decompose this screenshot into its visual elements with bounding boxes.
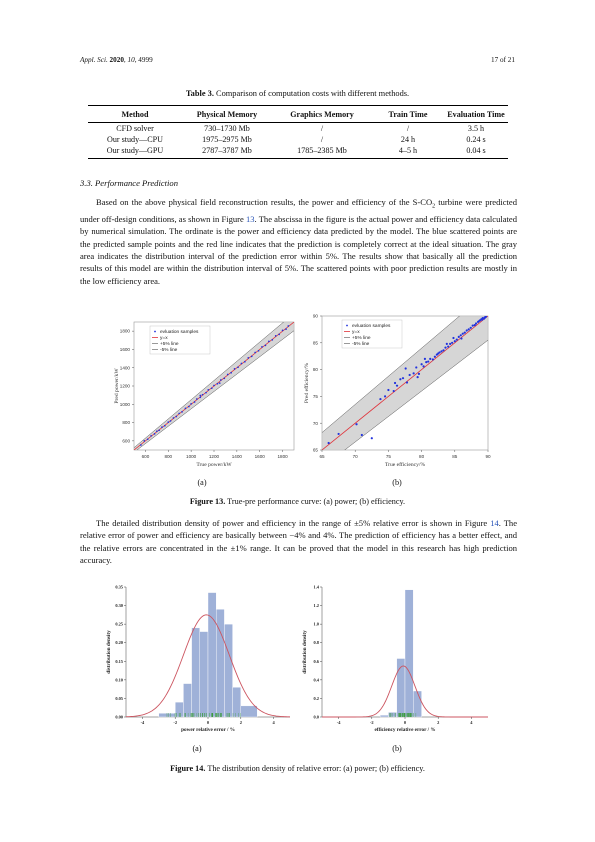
data-point [175,416,177,418]
data-point [237,366,239,368]
data-point [462,333,464,335]
data-point [422,365,424,367]
x-axis-label: efficiency relative error / % [374,727,436,733]
x-tick-label: 85 [452,454,458,459]
y-tick-label: 1000 [119,401,130,407]
x-tick-label: 75 [385,454,391,459]
subfigure-label-a: (a) [197,478,207,487]
data-point [393,390,395,392]
y-tick-label: 0.2 [313,695,319,701]
data-point [427,360,429,362]
y-tick-label: 600 [122,438,130,444]
data-point [167,421,169,423]
data-point [287,325,289,327]
figure-13b-efficiency-scatter [300,310,496,470]
data-point [396,385,398,387]
y-tick-label: 0.25 [115,621,123,627]
legend-point-marker [154,331,156,333]
histogram-bar [183,684,191,717]
x-tick-label: -2 [369,720,374,725]
figure-13a-power-scatter [112,310,298,470]
legend-label: y=x [352,330,360,335]
data-point [446,343,448,345]
y-tick-label: 0.0 [313,714,319,720]
subfigure-label-b: (b) [392,744,402,753]
y-tick-label: 1200 [119,383,130,389]
y-tick-label: 0.10 [115,677,123,683]
histogram-bar [413,691,421,717]
data-point [379,398,381,400]
data-point [181,411,183,413]
x-tick-label: 4 [272,720,275,725]
data-point [261,346,263,348]
data-point [481,319,483,321]
y-tick-label: 80 [312,367,318,373]
legend-label: -5% line [352,342,370,347]
legend-label: y=x [160,336,168,341]
y-tick-label: 1800 [119,328,130,334]
x-tick-label: 1200 [208,454,220,459]
histogram-bar [224,624,232,717]
table-cell: 0.04 s [444,145,508,158]
y-tick-label: 0.30 [115,603,123,609]
data-point [147,438,149,440]
figure-14-caption: Figure 14. The distribution density of relative error: (a) power; (b) efficiency. [170,764,425,773]
data-point [234,368,236,370]
data-point [371,437,373,439]
data-point [278,333,280,335]
data-point [219,382,221,384]
y-axis-label: Pred efficiency/% [304,362,310,404]
data-point [425,361,427,363]
data-point [223,377,225,379]
data-point [460,337,462,339]
data-point [466,329,468,331]
table-row [88,123,508,135]
y-tick-label: 1.4 [313,584,319,590]
data-point [413,372,415,374]
x-axis-label: power relative error / % [181,727,235,733]
data-point [470,327,472,329]
data-point [452,337,454,339]
data-point [449,343,451,345]
figure-14b-efficiency-error-density [300,581,492,733]
data-point [217,383,219,385]
histogram-bar [241,706,257,717]
y-tick-label: 0.35 [115,584,123,590]
data-point [355,423,357,425]
x-tick-label: -2 [173,720,178,725]
x-tick-label: 4 [470,720,473,725]
figure-13-caption: Figure 13. True-pre performance curve: (a) power; (b) efficiency. [189,497,406,506]
y-tick-label: 0.4 [313,677,319,683]
data-point [185,408,187,410]
figure-14-link[interactable]: 14 [490,518,499,528]
x-tick-label: 0 [403,720,407,725]
figure-13-link[interactable]: 13 [245,214,255,225]
data-point [468,328,470,330]
table-cell: / [406,123,410,133]
data-point [285,328,287,330]
data-point [478,320,480,322]
data-point [442,349,444,351]
data-point [199,395,201,397]
data-point [472,325,474,327]
x-tick-label: 1600 [254,454,265,459]
body-paragraph-1: Based on the above physical field reconstruction results, the power and efficiency of the $S-CO_2$ turbine were predicted under off-design conditions, as shown in Figure 13. The abscissa in the figure is the actual power and efficiency data calculated by numerical simulation. The ordinate is the power and efficiency data predicted by the model. The blue scattered points are the predicted sample points and the red line indicates that the prediction is completely correct at the ideal situation. The gray area indicates the distribution interval of the prediction error within 5%. The results show that basically all the prediction results of this model are within the distribution interval of 5%. The scattered points with poor prediction results are mostly in the low efficiency area. [80,197,517,286]
data-point [265,345,267,347]
x-axis-label: True efficiency/% [384,462,426,468]
data-point [143,440,145,442]
data-point [202,394,204,396]
data-point [484,317,486,319]
y-tick-label: 0.8 [313,640,319,646]
x-tick-label: 800 [164,454,173,459]
data-point [275,335,277,337]
data-point [207,389,209,391]
data-point [418,373,420,375]
y-tick-label: 65 [312,447,318,453]
data-point [384,395,386,397]
running-header-citation: Appl. Sci. 2020, 10, 4999 [80,56,153,64]
data-point [205,392,207,394]
data-point [268,341,270,343]
data-point [190,403,192,405]
x-tick-label: 65 [319,454,325,459]
x-tick-label: 0 [206,720,210,725]
table-header-evaluation-time: Evaluation Time [444,106,508,123]
table-cell: CFD solver [116,123,154,133]
table-cell: 0.24 s [466,134,486,144]
table-header-method: Method [88,106,182,123]
data-point [464,332,466,334]
data-point [140,444,142,446]
x-axis-label: True power/kW [196,462,232,468]
comparison-table [88,105,508,159]
data-point [196,398,198,400]
data-point [432,358,434,360]
y-tick-label: 70 [312,420,318,426]
x-tick-label: 1800 [277,454,288,459]
data-point [458,336,460,338]
data-point [213,385,215,387]
data-point [164,425,166,427]
table-cell: Our study—GPU [88,145,182,158]
table-cell: 4–5 h [372,145,444,158]
data-point [271,339,273,341]
data-point [170,420,172,422]
data-point [405,367,407,369]
data-point [220,379,222,381]
data-point [417,376,419,378]
data-point [434,356,436,358]
body-paragraph-2: The detailed distribution density of power and efficiency in the range of ±5% relative error is shown in Figure 14. The relative error of power and efficiency are basically between −4% and 4%. The prediction of efficiency has a better effect, and the relative errors are concentrated in the ±1% range. It can be proved that the model in this research has high prediction accuracy. [80,518,517,566]
y-tick-label: 1.2 [313,603,319,609]
data-point [161,426,163,428]
x-tick-label: 2 [437,720,440,725]
y-tick-label: 0.00 [115,714,123,720]
legend-label: evluation samples [160,330,199,335]
histogram-bar [200,632,208,717]
table-cell: Our study—CPU [107,134,163,144]
y-tick-label: 0.15 [115,658,123,664]
page-number: 17 of 21 [491,56,515,64]
data-point [150,435,152,437]
table-header-train-time: Train Time [372,106,444,123]
data-point [456,338,458,340]
y-tick-label: 800 [122,420,130,426]
data-point [258,350,260,352]
x-tick-label: 600 [141,454,150,459]
data-point [199,396,201,398]
data-point [402,377,404,379]
data-point [328,442,330,444]
section-heading: 3.3. Performance Prediction [80,178,179,188]
legend-label: +5% line [352,336,371,341]
y-tick-label: 1400 [119,365,130,371]
table-row [88,134,508,145]
data-point [444,347,446,349]
table-cell: 730–1730 Mb [204,123,250,133]
data-point [451,342,453,344]
legend-label: -5% line [160,348,178,353]
data-point [409,374,411,376]
data-point [387,389,389,391]
y-axis-label: distribution density [106,630,112,674]
x-tick-label: 1000 [186,454,197,459]
data-point [254,352,256,354]
histogram-bar [380,715,388,717]
data-point [158,429,160,431]
subfigure-label-b: (b) [392,478,402,487]
x-tick-label: 70 [352,454,358,459]
data-point [361,434,363,436]
data-point [282,330,284,332]
y-tick-label: 1600 [119,347,130,353]
y-tick-label: 0.20 [115,640,123,646]
data-point [399,378,401,380]
histogram-bar [192,628,200,717]
data-point [415,366,417,368]
data-point [156,430,158,432]
data-point [429,358,431,360]
legend-point-marker [346,325,348,327]
data-point [194,401,196,403]
x-tick-label: 80 [419,454,425,459]
data-point [244,361,246,363]
data-point [424,358,426,360]
table-caption: Table 3. Comparison of computation costs with different methods. [185,89,410,98]
data-point [230,372,232,374]
histogram-bar [233,687,241,717]
y-tick-label: 75 [312,394,318,399]
figure-14a-power-error-density [104,581,294,733]
data-point [338,433,340,435]
data-point [173,417,175,419]
table-cell: 1785–2385 Mb [272,145,372,158]
legend-label: evluation samples [352,324,391,329]
table-row [88,145,508,158]
data-point [440,350,442,352]
data-point [460,334,462,336]
histogram-bar [405,590,413,717]
data-point [454,340,456,342]
table-cell: / [320,123,324,133]
y-tick-label: 90 [312,313,318,319]
y-tick-label: 85 [312,340,318,346]
x-tick-label: 2 [239,720,242,725]
y-axis-label: distribution density [302,630,308,674]
data-point [154,433,156,435]
data-point [251,356,253,358]
data-point [475,322,477,324]
y-axis-label: Pred power/kW [114,368,120,404]
table-header-graphics-memory: Graphics Memory [272,106,372,123]
y-tick-label: 0.6 [313,658,319,664]
y-tick-label: 1.0 [313,621,319,627]
x-tick-label: -4 [336,720,341,725]
histogram-bar [208,593,216,717]
data-point [241,363,243,365]
subfigure-label-a: (a) [192,744,202,753]
x-tick-label: 1400 [231,454,242,459]
x-tick-label: -4 [140,720,145,725]
legend-label: +5% line [160,342,179,347]
data-point [211,387,213,389]
data-point [406,381,408,383]
data-point [188,406,190,408]
data-point [178,413,180,415]
x-tick-label: 90 [485,454,491,459]
table-cell: 24 h [400,134,416,144]
table-header-physical-memory: Physical Memory [182,106,272,123]
data-point [447,345,449,347]
data-point [437,352,439,354]
data-point [394,382,396,384]
data-point [227,374,229,376]
data-point [247,357,249,359]
y-tick-label: 0.05 [115,695,123,701]
table-cell: 1975–2975 Mb [202,134,252,144]
table-cell: / [320,134,324,144]
table-cell: 3.5 h [467,123,485,133]
table-cell: 2787–3787 Mb [182,145,272,158]
data-point [421,363,423,365]
